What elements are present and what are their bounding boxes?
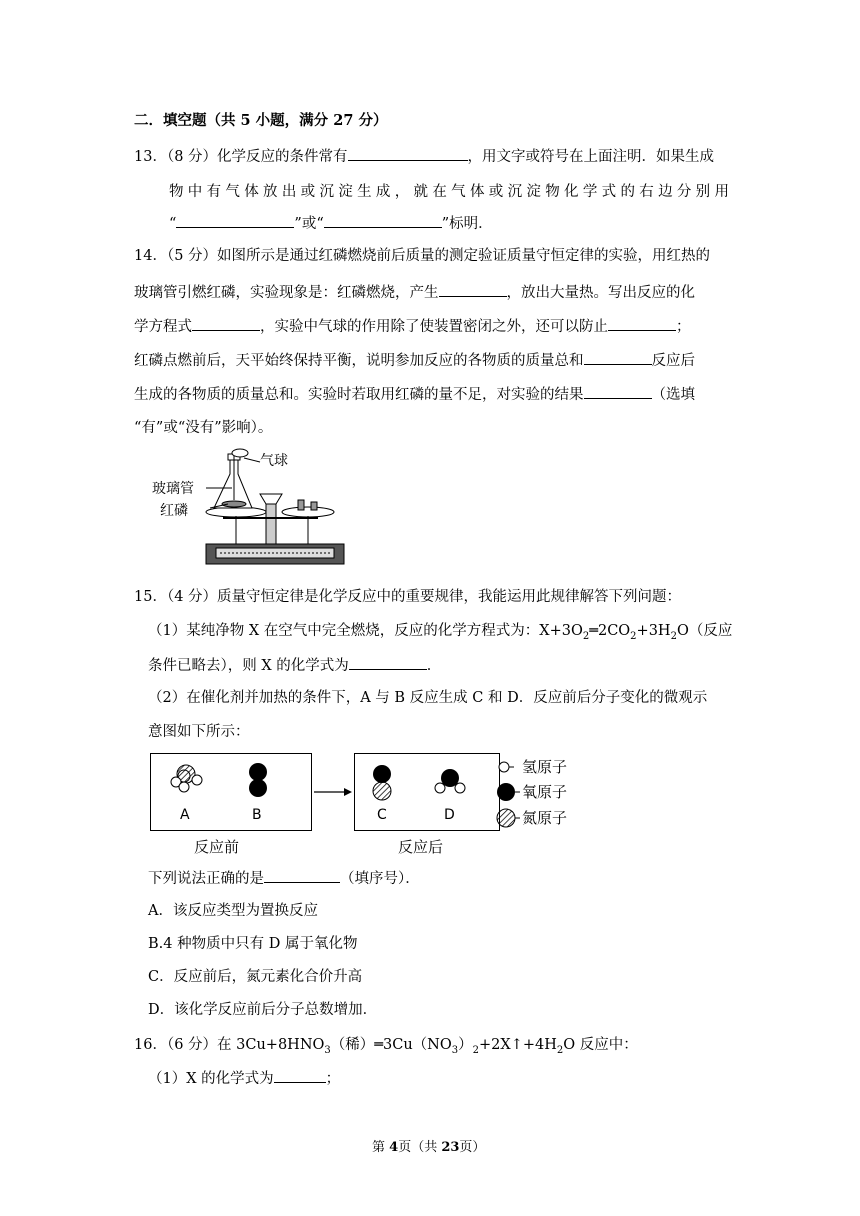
answer-blank	[584, 350, 652, 365]
q14-text: 生成的各物质的质量总和。实验时若取用红磷的量不足，对实验的结果	[134, 387, 584, 403]
legend-nitrogen: 氮原子	[522, 809, 568, 827]
answer-blank	[349, 655, 427, 670]
q15-text: ．	[426, 658, 442, 674]
legend-hydrogen: 氢原子	[522, 758, 568, 776]
molecule-label-a: A	[180, 807, 190, 823]
q14-line5	[134, 384, 695, 405]
q16-text: （1）X 的化学式为	[148, 1071, 274, 1087]
subscript: 2	[630, 630, 637, 642]
balloon-label: 气球	[260, 453, 288, 469]
q15-text: 条件已略去），则 X 的化学式为	[148, 658, 349, 674]
q14-text: 反应后	[651, 353, 695, 369]
q15-text: （1）某纯净物 X 在空气中完全燃烧，反应的化学方程式为：X+3O	[148, 623, 583, 639]
q15-line2	[148, 621, 732, 641]
q14-text: 玻璃管引燃红磷，实验现象是：红磷燃烧，产生	[134, 285, 439, 301]
answer-blank	[348, 146, 468, 161]
q16-line1	[134, 1035, 638, 1055]
page-total: 23	[441, 1140, 460, 1155]
q14-line4	[134, 350, 695, 371]
q15-line5: 意图如下所示：	[148, 724, 250, 740]
q15-line1: 15．（4 分）质量守恒定律是化学反应中的重要规律，我能运用此规律解答下列问题：	[134, 589, 682, 605]
q14-line3	[134, 316, 691, 337]
page-number: 4	[389, 1140, 399, 1155]
q15-line3	[148, 655, 441, 676]
answer-blank	[608, 316, 676, 331]
q15-text: 下列说法正确的是	[148, 871, 264, 887]
answer-blank	[274, 1068, 326, 1083]
option-d: D．该化学反应前后分子总数增加．	[148, 1002, 378, 1018]
q16-text: +2X↑+4H	[479, 1037, 557, 1053]
q14-line1: 14．（5 分）如图所示是通过红磷燃烧前后质量的测定验证质量守恒定律的实验，用红热的	[134, 248, 711, 264]
molecule-label-d: D	[444, 807, 455, 823]
q16-text: O 反应中：	[563, 1037, 638, 1053]
q16-line2	[148, 1068, 340, 1089]
molecule-label-b: B	[252, 807, 262, 823]
subscript: 2	[670, 630, 677, 642]
answer-blank	[176, 213, 294, 228]
q13-line1	[134, 146, 714, 167]
q15-text: ═2CO	[589, 623, 631, 639]
footer-text: 页）	[459, 1140, 486, 1155]
option-b: B.4 种物质中只有 D 属于氧化物	[148, 936, 358, 952]
subscript: 2	[582, 630, 590, 642]
q14-text: 学方程式	[134, 319, 192, 335]
q14-text: 红磷点燃前后，天平始终保持平衡，说明参加反应的各物质的质量总和	[134, 353, 584, 369]
q13-text: ，用文字或符号在上面注明．如果生成	[467, 149, 715, 165]
glass-tube-label: 玻璃管	[152, 481, 194, 497]
q16-text: （稀）═3Cu（NO	[330, 1037, 452, 1053]
before-label: 反应前	[194, 838, 240, 856]
page-footer	[372, 1138, 485, 1158]
subscript: 3	[324, 1044, 331, 1056]
q15-text: +3H	[636, 623, 671, 639]
q15-line4: （2）在催化剂并加热的条件下，A 与 B 反应生成 C 和 D．反应前后分子变化的微观示	[148, 690, 708, 706]
q15-line6	[148, 868, 420, 889]
q13-text: ”或“	[294, 216, 324, 232]
q13-text: ”标明．	[441, 216, 493, 232]
balance-apparatus-figure	[148, 448, 348, 570]
q14-line6: “有”或“没有”影响）。	[134, 420, 273, 436]
answer-blank	[192, 316, 260, 331]
subscript: 3	[451, 1044, 459, 1056]
q13-text: “	[169, 216, 177, 232]
subscript: 2	[472, 1044, 479, 1056]
q16-text: 16．（6 分）在 3Cu+8HNO	[134, 1037, 325, 1053]
q15-text: （填序号）．	[340, 871, 420, 887]
answer-blank	[439, 282, 507, 297]
after-label: 反应后	[398, 838, 444, 856]
q14-line2	[134, 282, 695, 303]
answer-blank	[584, 384, 652, 399]
molecule-label-c: C	[377, 807, 387, 823]
answer-blank	[324, 213, 442, 228]
q13-text: 13．（8 分）化学反应的条件常有	[134, 149, 348, 165]
q14-text: ，实验中气球的作用除了使装置密闭之外，还可以防止	[260, 319, 608, 335]
q15-text: O（反应	[676, 623, 733, 639]
answer-blank	[264, 868, 340, 883]
red-phosphorus-label: 红磷	[160, 503, 188, 519]
q14-text: ；	[676, 319, 691, 335]
q16-text: ）	[458, 1037, 473, 1053]
q16-text: ；	[325, 1071, 341, 1087]
legend-oxygen: 氧原子	[522, 783, 568, 801]
molecule-figure	[148, 750, 588, 860]
q14-text: （选填	[651, 387, 695, 403]
subscript: 2	[556, 1044, 564, 1056]
q13-line3	[169, 213, 493, 234]
footer-text: 第	[372, 1140, 390, 1155]
option-a: A．该反应类型为置换反应	[148, 903, 318, 919]
option-c: C．反应前后，氮元素化合价升高	[148, 969, 363, 985]
q13-line2: 物中有气体放出或沉淀生成，就在气体或沉淀物化学式的右边分别用	[169, 184, 729, 200]
footer-text: 页（共	[398, 1140, 442, 1155]
q14-text: ，放出大量热。写出反应的化	[506, 285, 695, 301]
section-title: 二．填空题（共 5 小题，满分 27 分）	[134, 112, 388, 129]
